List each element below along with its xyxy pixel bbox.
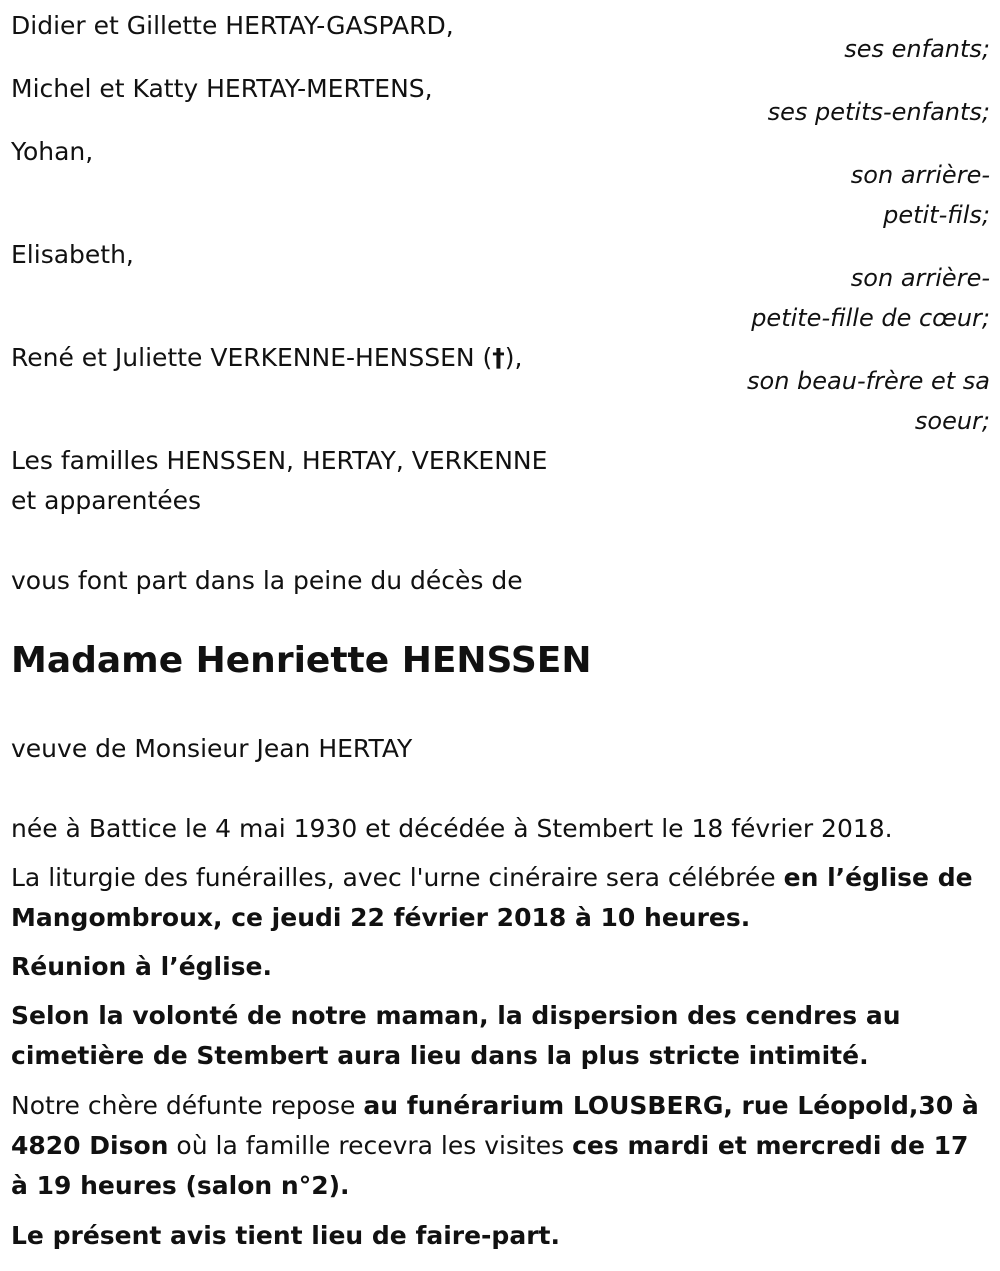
closing-text: Le présent avis tient lieu de faire-part. <box>11 1221 560 1250</box>
family-relation-5b: soeur; <box>914 407 990 435</box>
family-relation-4a: son arrière- <box>850 264 990 292</box>
rest-visiting-hours: ces mardi et mercredi de 17 à 19 heures (salon n°2). <box>11 1131 969 1200</box>
rest-text-2: où la famille recevra les visites <box>168 1131 573 1160</box>
liturgy-text: La liturgie des funérailles, avec l'urne cinéraire sera célébrée <box>11 863 784 892</box>
family-name-2: Michel et Katty HERTAY-MERTENS, <box>11 74 433 103</box>
families-line-1: Les familles HENSSEN, HERTAY, VERKENNE <box>11 446 548 475</box>
family-name-5-text: René et Juliette VERKENNE-HENSSEN ( <box>11 343 493 372</box>
family-name-4: Elisabeth, <box>11 240 134 269</box>
family-relation-1: ses enfants; <box>844 35 990 63</box>
family-relation-4b: petite-fille de cœur; <box>751 304 990 332</box>
dispersion-paragraph <box>11 996 991 1076</box>
liturgy-details: en l’église de Mangombroux, ce jeudi 22 février 2018 à 10 heures. <box>11 863 973 932</box>
family-relation-2: ses petits-enfants; <box>767 98 990 126</box>
closing-note <box>11 1216 991 1256</box>
liturgy-paragraph <box>11 858 991 938</box>
meeting-note <box>11 947 991 987</box>
announcement: vous font part dans la peine du décès de <box>11 566 523 595</box>
meeting-text: Réunion à l’église. <box>11 952 273 981</box>
rest-paragraph <box>11 1086 991 1206</box>
family-name-5-end: ), <box>504 343 523 372</box>
family-relation-3a: son arrière- <box>850 161 990 189</box>
families-line-2: et apparentées <box>11 486 202 515</box>
rest-location: au funérarium LOUSBERG, rue Léopold,30 à 4820 Dison <box>11 1091 979 1160</box>
family-relation-5a: son beau-frère et sa <box>747 367 990 395</box>
birth-death: née à Battice le 4 mai 1930 et décédée à Stembert le 18 février 2018. <box>11 814 893 843</box>
widow-of: veuve de Monsieur Jean HERTAY <box>11 734 413 763</box>
cross-icon: † <box>492 343 505 372</box>
family-name-5 <box>11 338 522 378</box>
rest-text-1: Notre chère défunte repose <box>11 1091 364 1120</box>
deceased-name: Madame Henriette HENSSEN <box>11 640 592 681</box>
dispersion-text: Selon la volonté de notre maman, la dispersion des cendres au cimetière de Stembert aura lieu dans la plus stricte intimité. <box>11 1001 901 1070</box>
family-relation-3b: petit-fils; <box>883 201 990 229</box>
family-name-3: Yohan, <box>11 137 94 166</box>
family-name-1: Didier et Gillette HERTAY-GASPARD, <box>11 11 454 40</box>
